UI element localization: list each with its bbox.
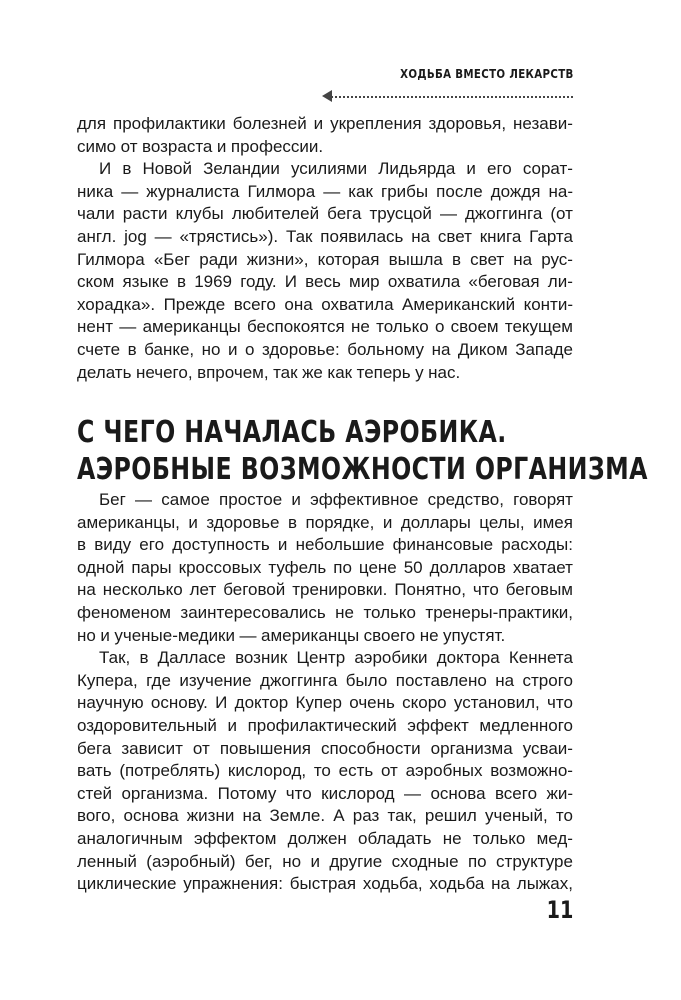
text-line: ленный (аэробный) бег, но и другие сходные по структуре [77,851,573,871]
text-line: но и ученые-медики — американцы своего не упустят. [77,625,506,645]
text-line: на несколько лет беговой тренировки. Понятно, что беговым [77,580,573,600]
section-heading-line-2: АЭРОБНЫЕ ВОЗМОЖНОСТИ ОРГАНИЗМА [77,452,648,487]
text-line: для профилактики болезней и укрепления здоровья, незави- [77,114,573,133]
text-line: нент — американцы беспокоятся не только о своем текущем [77,317,573,337]
text-line: аналогичным эффектом должен обладать не только мед- [77,828,573,848]
text-line: И в Новой Зеландии усилиями Лидьярда и его сорат- [99,159,573,179]
text-line: бега зависит от повышения способности организма усваи- [77,738,573,758]
text-line: ника — журналиста Гилмора — как грибы после дождя на- [77,181,573,201]
text-line: вать (потреблять) кислород, то есть от аэробных возможно- [77,761,573,781]
text-line: делать нечего, впрочем, так же как теперь у нас. [77,362,461,382]
text-line: англ. jog — «трястись»). Так появилась на свет книга Гарта [77,226,573,246]
body-text-top [77,113,573,384]
text-line: ском языке в 1969 году. И весь мир охватила «беговая ли- [77,272,573,292]
page-number: 11 [546,896,573,924]
running-head: ХОДЬБА ВМЕСТО ЛЕКАРСТВ [400,66,574,81]
text-line: в виду его доступность и небольшие финансовые расходы: [77,535,573,555]
text-line: Так, в Далласе возник Центр аэробики доктора Кеннета [99,648,573,668]
body-text-bottom [77,489,573,896]
text-line: стей организма. Потому что кислород — основа всего жи- [77,783,573,803]
text-line: вого, основа жизни на Земле. А раз так, решил ученый, то [77,806,573,826]
text-line: Купера, где изучение джоггинга было поставлено на строго [77,670,573,690]
text-line: научную основу. И доктор Купер очень скоро установил, что [77,693,573,713]
section-heading [77,414,648,488]
text-line: американцы, и здоровье в порядке, и доллары целы, имея [77,512,573,532]
text-line: одной пары кроссовых туфель по цене 50 долларов хватает [77,557,573,577]
text-line: циклические упражнения: быстрая ходьба, ходьба на лыжах, [77,874,573,894]
text-line: счете в банке, но и о здоровье: больному на Диком Западе [77,339,573,359]
text-line: Бег — самое простое и эффективное средство, говорят [99,490,573,509]
text-line: хорадка». Прежде всего она охватила Американский конти- [77,294,573,314]
text-line: симо от возраста и профессии. [77,136,324,156]
text-line: чали расти клубы любителей бега трусцой — джоггинга (от [77,204,573,224]
text-line: феноменом заинтересовались не только тренеры-практики, [77,602,573,622]
text-line: оздоровительный и профилактический эффект медленного [77,715,573,735]
text-line: Гилмора «Бег ради жизни», которая вышла в свет на рус- [77,249,573,269]
arrow-left-icon [322,90,332,102]
section-heading-line-1: С ЧЕГО НАЧАЛАСЬ АЭРОБИКА. [77,415,507,450]
header-rule [331,96,573,98]
